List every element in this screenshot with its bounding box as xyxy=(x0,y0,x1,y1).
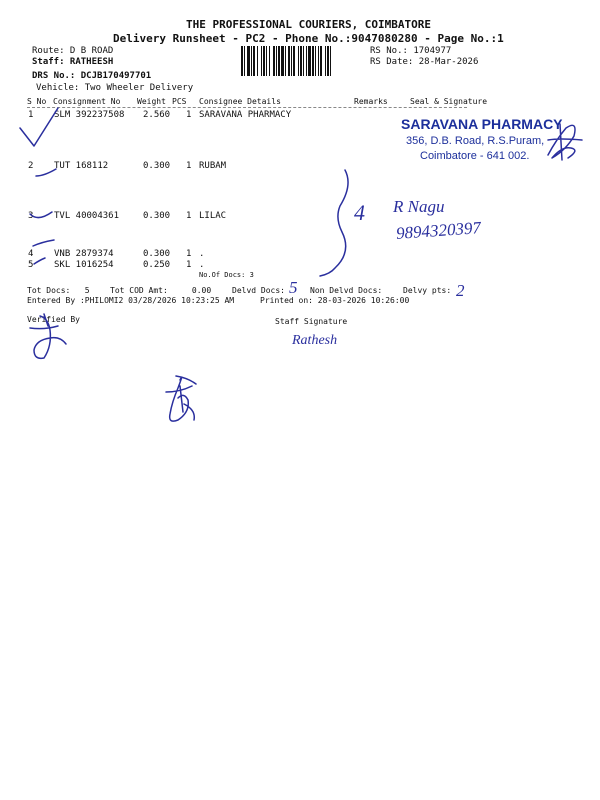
barcode-bar xyxy=(244,46,245,76)
col-header-consignee: Consignee Details xyxy=(199,97,281,106)
tick-mark-row-4 xyxy=(33,240,54,246)
col-header-weight: Weight xyxy=(137,97,166,106)
total-cod-amount: Tot COD Amt: 0.00 xyxy=(110,286,212,295)
barcode-bar xyxy=(266,46,267,76)
col-header-seal: Seal & Signature xyxy=(410,97,488,106)
barcode-bar xyxy=(300,46,302,76)
pharmacy-stamp-name: SARAVANA PHARMACY xyxy=(401,116,563,132)
document-subtitle: Delivery Runsheet - PC2 - Phone No.:9047080280 - Page No.:1 xyxy=(113,32,504,45)
barcode-bar xyxy=(298,46,299,76)
rs-number: RS No.: 1704977 xyxy=(370,46,452,56)
row-weight: 2.560 xyxy=(143,110,171,120)
barcode-bar xyxy=(288,46,290,76)
non-delivered-docs-label: Non Delvd Docs: xyxy=(310,286,383,295)
entered-by: Entered By :PHILOMI2 03/28/2026 10:23:25 AM xyxy=(27,296,235,305)
handwritten-delivered-count: 5 xyxy=(289,278,298,297)
barcode-bar xyxy=(251,46,252,76)
tick-mark-row-2 xyxy=(36,169,56,176)
bracket-mark xyxy=(320,170,348,276)
barcode-bar xyxy=(247,46,250,76)
col-header-remarks: Remarks xyxy=(354,97,388,106)
row-sno: 4 xyxy=(28,249,34,259)
handwritten-remark-number: 4 xyxy=(354,200,365,225)
row-consignee: LILAC xyxy=(199,211,227,221)
total-docs: Tot Docs: 5 xyxy=(27,286,90,295)
delivered-docs-label: Delvd Docs: xyxy=(232,286,285,295)
barcode-bar xyxy=(327,46,329,76)
drs-number: DRS No.: DCJB170497701 xyxy=(32,71,152,81)
row-weight: 0.300 xyxy=(143,249,171,259)
barcode-bar xyxy=(257,46,258,76)
barcode-bar xyxy=(318,46,319,76)
row-consignment: VNB 2879374 xyxy=(54,249,114,259)
barcode xyxy=(241,46,368,76)
col-header-sno: S No xyxy=(27,97,47,106)
barcode-bar xyxy=(276,46,277,76)
handwritten-receiver-phone: 9894320397 xyxy=(395,218,482,243)
barcode-bar xyxy=(285,46,286,76)
barcode-bar xyxy=(269,46,270,76)
row-pcs: 1 xyxy=(186,161,192,171)
row-weight: 0.250 xyxy=(143,260,171,270)
staff-label: Staff: RATHEESH xyxy=(32,57,114,67)
barcode-bar xyxy=(263,46,265,76)
barcode-bar xyxy=(315,46,316,76)
row-consignee: RUBAM xyxy=(199,161,227,171)
tick-mark-row-5 xyxy=(34,258,45,264)
barcode-bar xyxy=(325,46,326,76)
verified-signature-2 xyxy=(166,376,196,421)
row-pcs: 1 xyxy=(186,211,192,221)
row-consignee: SARAVANA PHARMACY xyxy=(199,110,292,120)
row-consignment: SLM 392237508 xyxy=(54,110,125,120)
pharmacy-stamp-address: 356, D.B. Road, R.S.Puram, xyxy=(406,135,545,147)
barcode-bar xyxy=(278,46,280,76)
col-header-consignment: Consignment No xyxy=(53,97,121,106)
barcode-bar xyxy=(241,46,243,76)
handwritten-staff-signature: Rathesh xyxy=(292,333,338,348)
pharmacy-stamp-city: Coimbatore - 641 002. xyxy=(420,150,530,162)
document-title: THE PROFESSIONAL COURIERS, COIMBATORE xyxy=(186,18,432,31)
row-sno: 1 xyxy=(28,110,34,120)
vehicle-label: Vehicle: Two Wheeler Delivery xyxy=(36,83,194,93)
col-header-pcs: PCS xyxy=(172,97,187,106)
row-weight: 0.300 xyxy=(143,211,171,221)
barcode-bar xyxy=(312,46,314,76)
barcode-bar xyxy=(308,46,311,76)
rs-date: RS Date: 28-Mar-2026 xyxy=(370,57,479,67)
barcode-bar xyxy=(303,46,304,76)
row-consignment: TUT 168112 xyxy=(54,161,109,171)
barcode-bar xyxy=(273,46,275,76)
row-sno: 2 xyxy=(28,161,34,171)
delivery-points-label: Delvy pts: xyxy=(403,286,452,295)
route-label: Route: D B ROAD xyxy=(32,46,114,56)
barcode-bar xyxy=(281,46,284,76)
barcode-bar xyxy=(293,46,295,76)
tick-mark-row-1 xyxy=(20,108,58,146)
barcode-bar xyxy=(253,46,255,76)
row-consignee: . xyxy=(199,249,205,259)
handwritten-delivery-points: 2 xyxy=(456,281,465,300)
no-of-docs: No.Of Docs: 3 xyxy=(199,271,254,279)
header-divider xyxy=(27,107,467,108)
row-pcs: 1 xyxy=(186,249,192,259)
row-sno: 3 xyxy=(28,211,34,221)
barcode-bar xyxy=(291,46,292,76)
barcode-bar xyxy=(306,46,307,76)
row-pcs: 1 xyxy=(186,260,192,270)
row-pcs: 1 xyxy=(186,110,192,120)
row-consignee: . xyxy=(199,260,205,270)
barcode-bar xyxy=(330,46,331,76)
staff-signature-label: Staff Signature xyxy=(275,317,348,326)
row-consignment: SKL 1016254 xyxy=(54,260,114,270)
printed-on: Printed on: 28-03-2026 10:26:00 xyxy=(260,296,410,305)
row-sno: 5 xyxy=(28,260,34,270)
verified-by-label: Verified By xyxy=(27,315,80,324)
handwritten-receiver-name: R Nagu xyxy=(393,197,445,216)
row-weight: 0.300 xyxy=(143,161,171,171)
row-consignment: TVL 40004361 xyxy=(54,211,120,221)
barcode-bar xyxy=(261,46,262,76)
barcode-bar xyxy=(320,46,322,76)
